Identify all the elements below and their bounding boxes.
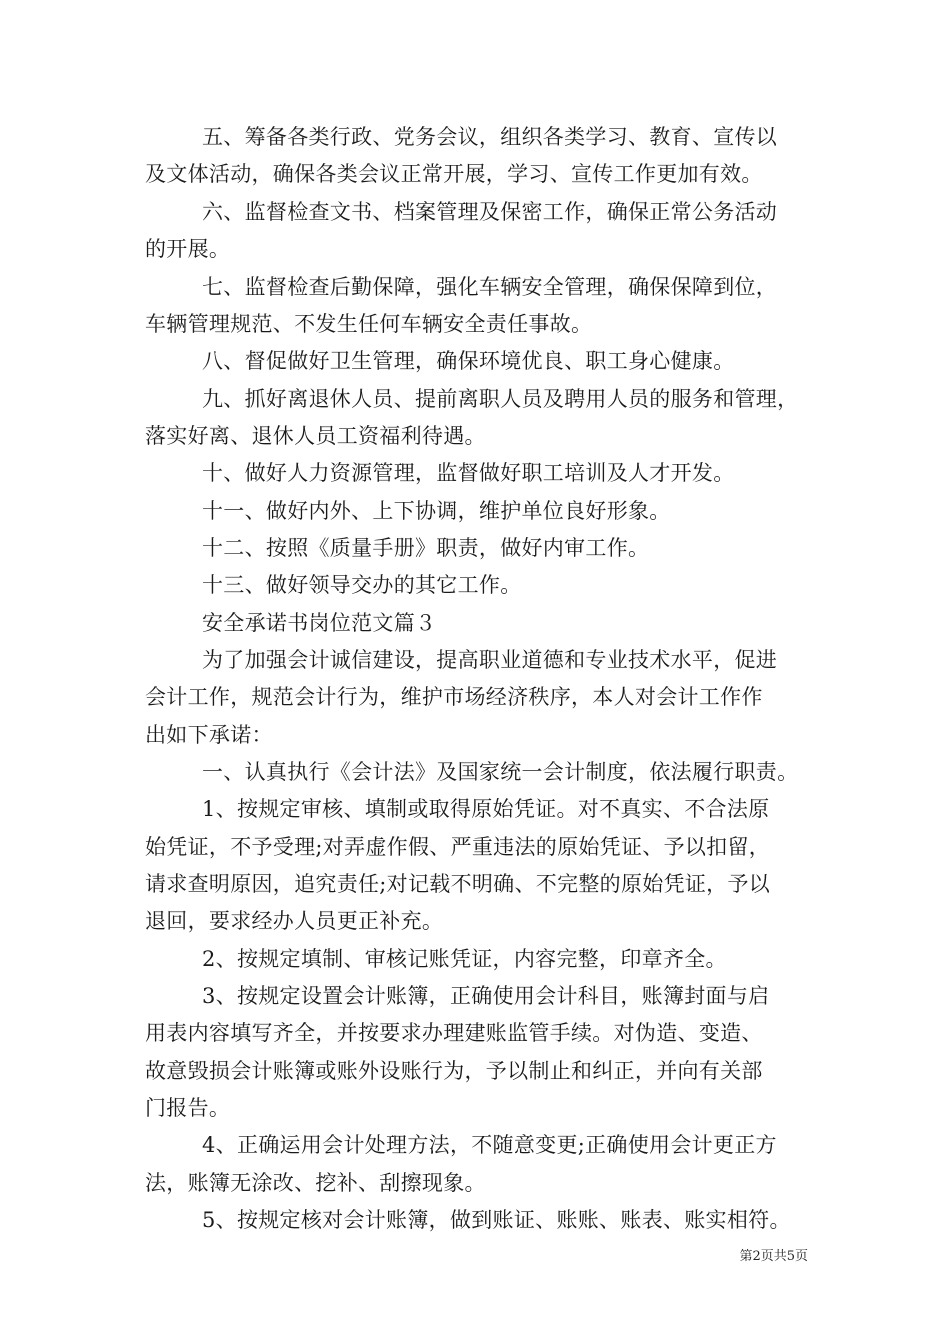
text-line: 及文体活动，确保各类会议正常开展，学习、宣传工作更加有效。 (145, 162, 763, 186)
text-line: 九、抓好离退休人员、提前离职人员及聘用人员的服务和管理， (202, 387, 799, 411)
text-line: 法，账簿无涂改、挖补、刮擦现象。 (145, 1171, 486, 1195)
text-line: 七、监督检查后勤保障，强化车辆安全管理，确保保障到位， (202, 275, 778, 299)
text-line: 十一、做好内外、上下协调，维护单位良好形象。 (202, 499, 671, 523)
text-line: 为了加强会计诚信建设，提高职业道德和专业技术水平，促进 (202, 648, 778, 672)
text-line: 4、正确运用会计处理方法，不随意变更;正确使用会计更正方 (202, 1133, 777, 1157)
text-line: 1、按规定审核、填制或取得原始凭证。对不真实、不合法原 (202, 797, 770, 821)
text-line: 始凭证，不予受理;对弄虚作假、严重违法的原始凭证、予以扣留， (145, 835, 771, 859)
text-line: 五、筹备各类行政、党务会议，组织各类学习、教育、宣传以 (202, 125, 778, 149)
text-line: 十、做好人力资源管理，监督做好职工培训及人才开发。 (202, 461, 735, 485)
text-line: 退回，要求经办人员更正补充。 (145, 909, 444, 933)
text-line: 3、按规定设置会计账簿，正确使用会计科目，账簿封面与启 (202, 984, 770, 1008)
text-line: 十三、做好领导交办的其它工作。 (202, 573, 522, 597)
text-line: 5、按规定核对会计账簿，做到账证、账账、账表、账实相符。 (202, 1208, 791, 1232)
text-line: 落实好离、退休人员工资福利待遇。 (145, 424, 486, 448)
text-line: 十二、按照《质量手册》职责，做好内审工作。 (202, 536, 650, 560)
text-line: 一、认真执行《会计法》及国家统一会计制度，依法履行职责。 (202, 760, 799, 784)
text-line: 2、按规定填制、审核记账凭证，内容完整，印章齐全。 (202, 947, 727, 971)
text-line: 车辆管理规范、不发生任何车辆安全责任事故。 (145, 312, 593, 336)
text-line: 八、督促做好卫生管理，确保环境优良、职工身心健康。 (202, 349, 735, 373)
text-line: 六、监督检查文书、档案管理及保密工作，确保正常公务活动 (202, 200, 778, 224)
text-line: 故意毁损会计账簿或账外设账行为，予以制止和纠正，并向有关部 (145, 1059, 763, 1083)
text-line: 门报告。 (145, 1096, 231, 1120)
text-line: 出如下承诺： (145, 723, 273, 747)
text-line: 的开展。 (145, 237, 231, 261)
page-number: 第2页共5页 (739, 1249, 808, 1264)
section-heading: 安全承诺书岗位范文篇３ (202, 611, 437, 635)
text-line: 请求查明原因，追究责任;对记载不明确、不完整的原始凭证，予以 (145, 872, 771, 896)
text-line: 会计工作，规范会计行为，维护市场经济秩序，本人对会计工作作 (145, 685, 763, 709)
text-line: 用表内容填写齐全，并按要求办理建账监管手续。对伪造、变造、 (145, 1021, 763, 1045)
